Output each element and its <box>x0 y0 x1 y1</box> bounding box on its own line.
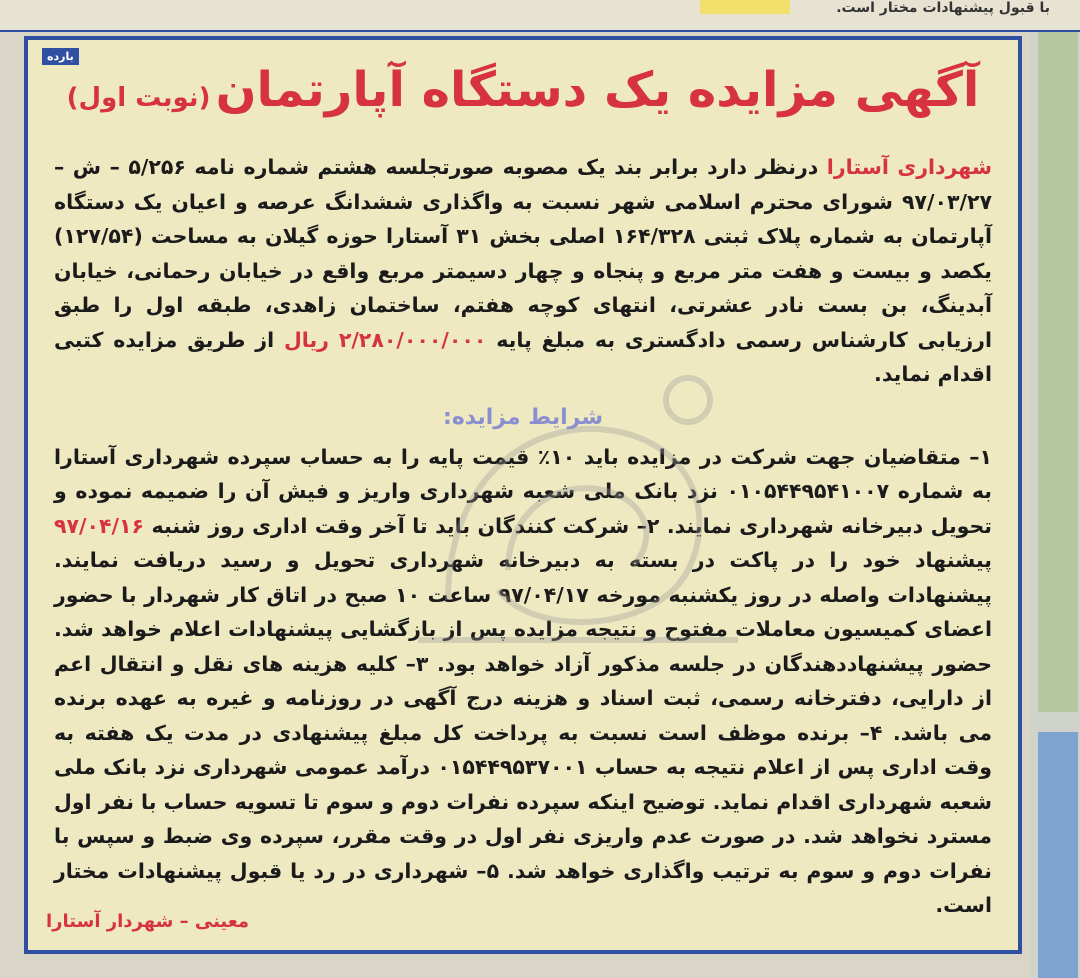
base-price: ۲/۲۸۰/۰۰۰/۰۰۰ ریال <box>283 327 487 352</box>
conditions-text-2: پیشنهاد خود را در پاکت در بسته به دبیرخانه شهرداری تحویل و رسید دریافت نمایند. پیشنهادات واصله در روز یکشنبه مورخه ۹۷/۰۴/۱۷ ساعت ۱۰ صبح در اتاق کار شهردار با حضور اعضای کمیسیون معاملات مفتوح و نتیجه مزایده پس از بازگشایی پیشنهادات اعلام خواهد شد. حضور پیشنهاددهندگان در جلسه مذکور آزاد خواهد بود. ۳– کلیه هزینه های نقل و انتقال اعم از دارایی، دفترخانه رسمی، ثبت اسناد و هزینه درج آگهی در روزنامه و غیره به عهده برنده می باشد. ۴– برنده موظف است نسبت به پرداخت کل مبلغ پیشنهادی در مدت یک هفته به وقت اداری پس از اعلام نتیجه به حساب ۰۱۵۴۴۹۵۳۷۰۰۱ درآمد عمومی شهرداری نزد بانک ملی شعبه شهرداری اقدام نماید. توضیح اینکه سپرده نفرات دوم و سوم تا تسویه حساب با نفر اول مسترد نخواهد شد. در صورت عدم واریزی نفر اول در وقت مقرر، سپرده وی ضبط و سپس با نفرات دوم و سوم به ترتیب واگذاری خواهد شد. ۵– شهرداری در رد یا قبول پیشنهادات مختار است. <box>54 548 993 917</box>
deadline-date: ۹۷/۰۴/۱۶ <box>54 513 145 538</box>
notice-title <box>28 62 1018 118</box>
yellow-label <box>700 0 790 14</box>
intro-paragraph <box>54 150 992 392</box>
signature: معینی – شهردار آستارا <box>46 911 250 932</box>
edition-badge: بارده <box>42 48 79 65</box>
previous-ad-strip <box>0 0 1080 32</box>
auction-notice <box>24 36 1022 954</box>
conditions-heading: شرایط مزایده: <box>443 404 603 430</box>
conditions-text-1: ۱– متقاضیان جهت شرکت در مزایده باید ۱۰٪ قیمت پایه را به حساب سپرده شهرداری آستارا به شماره ۰۱۰۵۴۴۹۵۴۱۰۰۷ نزد بانک ملی شعبه شهرداری واریز و فیش آن را ضمیمه نموده و تحویل دبیرخانه شهرداری نمایند. ۲– شرکت کنندگان باید تا آخر وقت اداری روز شنبه <box>54 444 993 538</box>
organization-name: شهرداری آستارا <box>826 155 992 179</box>
notice-title-sub: (نوبت اول) <box>66 83 211 113</box>
conditions-paragraph <box>54 440 992 923</box>
adjacent-blue-ad <box>1038 732 1078 978</box>
intro-text: درنظر دارد برابر بند یک مصوبه صورتجلسه هشتم شماره نامه ۵/۲۵۶ – ش – ۹۷/۰۳/۲۷ شورای محترم اسلامی شهر نسبت به واگذاری ششدانگ عرصه و اعیان یک دستگاه آپارتمان به شماره پلاک ثبتی ۱۶۴/۳۲۸ اصلی بخش ۳۱ آستارا حوزه گیلان به مساحت (۱۲۷/۵۴) یکصد و بیست و هفت متر مربع و پنجاه و چهار دسیمتر مربع واقع در خیابان رحمانی، خیابان آبدینگ، بن بست نادر عشرتی، انتهای کوچه هفتم، ساختمان زاهدی، طبقه اول را طبق ارزیابی کارشناس رسمی دادگستری به مبلغ پایه <box>54 155 993 352</box>
adjacent-column <box>1030 32 1080 978</box>
previous-ad-snippet: با قبول پیشنهادات مختار است. <box>836 0 1050 16</box>
intro-text-end: از طریق مزایده کتبی اقدام نماید. <box>54 327 992 386</box>
adjacent-green-ad <box>1038 32 1078 712</box>
notice-body <box>54 150 992 923</box>
notice-title-main: آگهی مزایده یک دستگاه آپارتمان <box>215 62 980 118</box>
